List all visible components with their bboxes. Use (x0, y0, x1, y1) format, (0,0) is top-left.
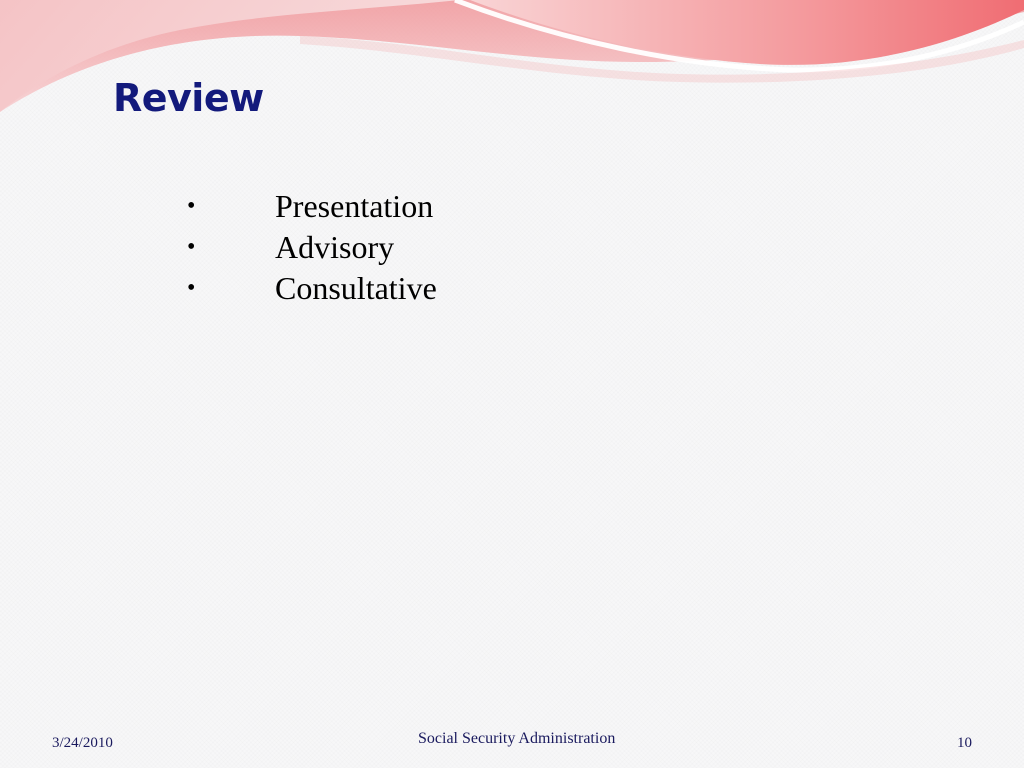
footer-page-number: 10 (957, 735, 972, 751)
bullet-text: Presentation (275, 188, 434, 224)
bullet-text: Advisory (275, 229, 395, 265)
bullet-marker: • (187, 193, 196, 219)
slide-title: Review (113, 76, 264, 120)
bullet-text: Consultative (275, 270, 437, 306)
footer-date: 3/24/2010 (52, 735, 113, 751)
bullet-marker: • (187, 275, 196, 301)
footer-organization: Social Security Administration (418, 730, 616, 747)
bullet-marker: • (187, 234, 196, 260)
